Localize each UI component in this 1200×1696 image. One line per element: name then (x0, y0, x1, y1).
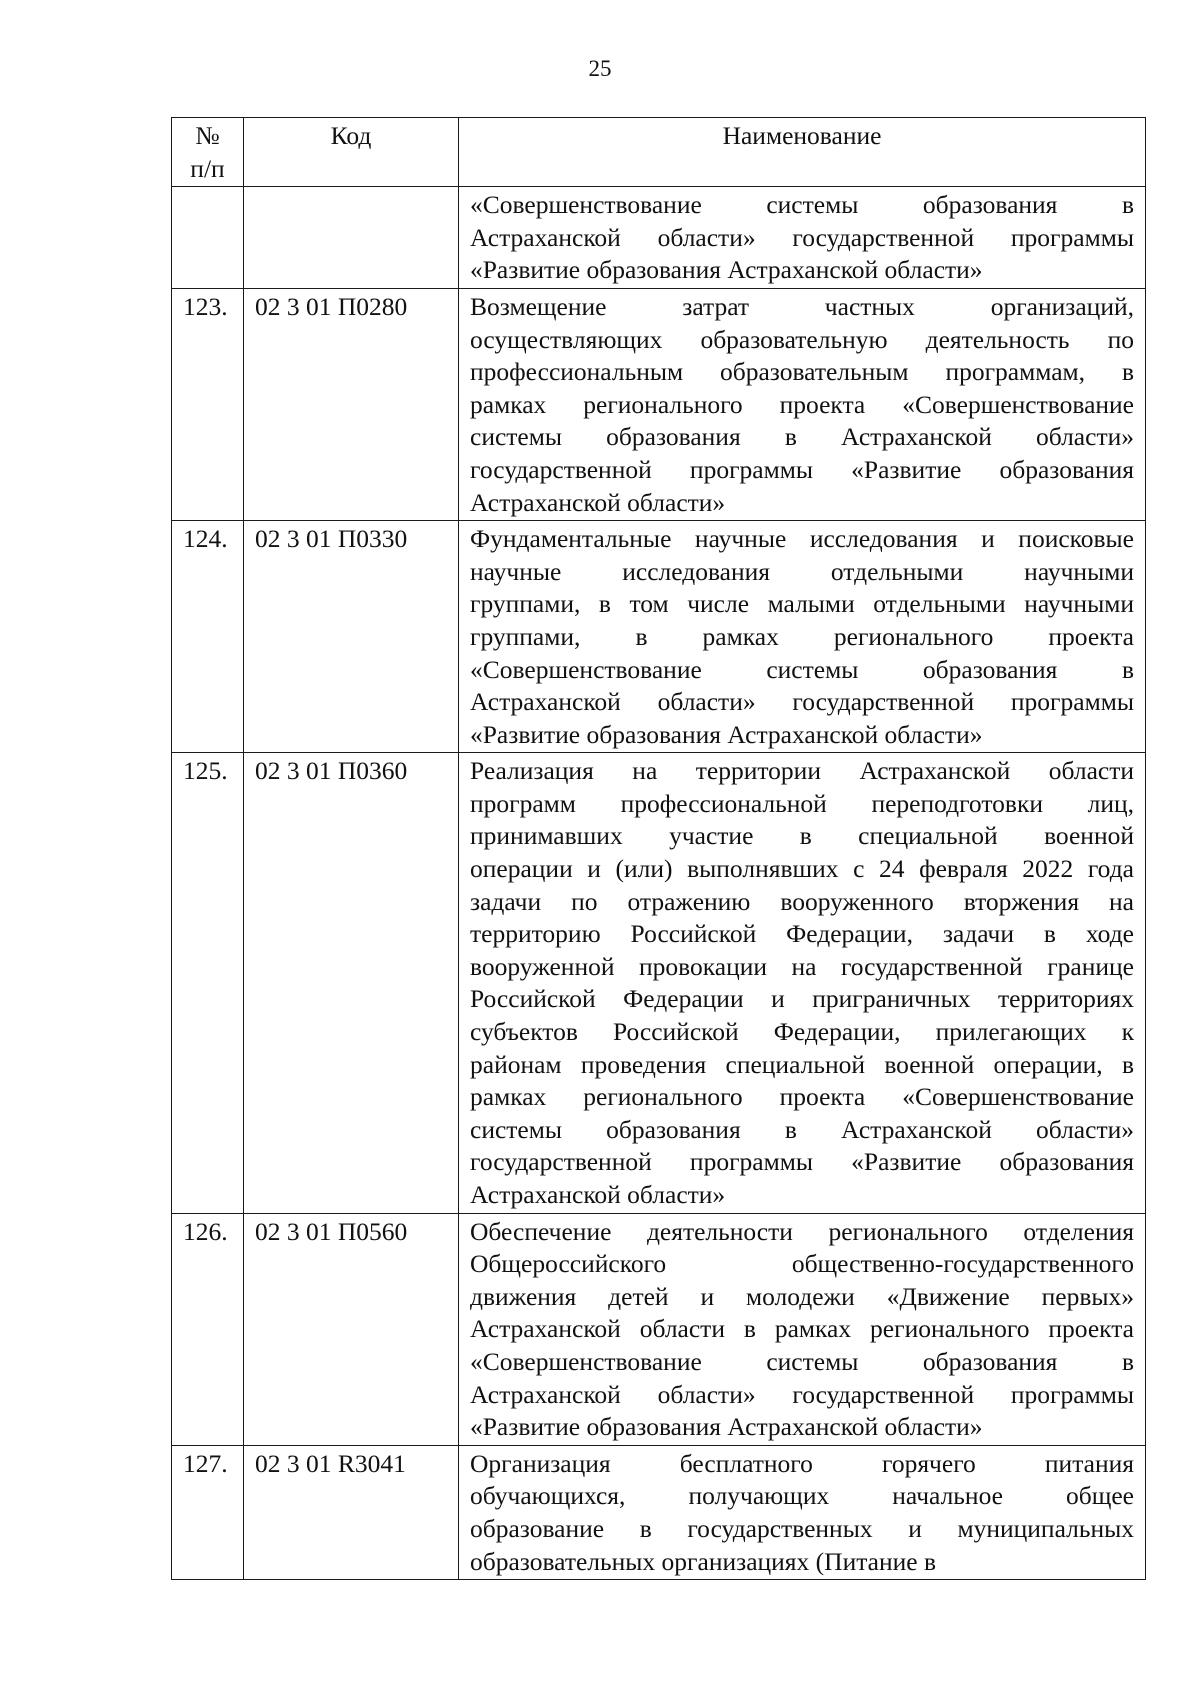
row-name-line: районам проведения специальной военной операции, в (470, 1049, 1134, 1079)
row-name-line: образовательных организациях (Питание в (470, 1546, 937, 1576)
row-name (459, 1445, 1146, 1579)
row-name-line: Астраханской области» государственной программы (470, 222, 1134, 252)
row-name-line: государственной программы «Развитие образования (470, 1147, 1134, 1177)
row-name-line: Астраханской области» (470, 1180, 726, 1209)
row-name-line: «Развитие образования Астраханской области» (470, 255, 983, 285)
header-number-abbr: п/п (190, 153, 225, 183)
row-name-line: Реализация на территории Астраханской области (470, 756, 1134, 786)
row-name-line: Общероссийского общественно-государственного (470, 1249, 1134, 1279)
row-name-line: рамках регионального проекта «Совершенствование (470, 389, 1134, 419)
table-row (172, 753, 1146, 1213)
table-row (172, 187, 1146, 289)
table-row (172, 288, 1146, 520)
table-row (172, 1445, 1146, 1579)
row-name-line: рамках регионального проекта «Совершенствование (470, 1082, 1134, 1112)
row-name-line: осуществляющих образовательную деятельность по (470, 324, 1134, 354)
row-number: 126. (172, 1213, 244, 1445)
row-name-line: Астраханской области в рамках регионального проекта (470, 1314, 1134, 1344)
row-name-line: принимавших участие в специальной военной (470, 821, 1134, 851)
row-name (459, 1213, 1146, 1445)
row-name-line: Астраханской области» государственной программы (470, 687, 1134, 717)
row-code: 02 3 01 П0560 (244, 1213, 459, 1445)
row-name (459, 753, 1146, 1213)
row-code: 02 3 01 П0330 (244, 521, 459, 753)
row-code: 02 3 01 П0280 (244, 288, 459, 520)
page-number: 25 (588, 56, 612, 81)
row-name-line: образование в государственных и муниципальных (470, 1513, 1134, 1543)
row-name-line: вооруженной провокации на государственной границе (470, 951, 1134, 981)
row-name-line: территорию Российской Федерации, задачи в ходе (470, 919, 1134, 949)
row-name-line: Астраханской области» государственной программы (470, 1379, 1134, 1409)
row-name-line: системы образования в Астраханской области» (470, 422, 1134, 452)
row-number: 127. (172, 1445, 244, 1579)
row-name-line: субъектов Российской Федерации, прилегающих к (470, 1017, 1134, 1047)
row-name-line: задачи по отражению вооруженного вторжения на (470, 886, 1134, 916)
row-name-line: «Совершенствование системы образования в (470, 1346, 1134, 1376)
table-row (172, 521, 1146, 753)
row-name-line: Обеспечение деятельности регионального отделения (470, 1216, 1134, 1246)
row-number (172, 187, 244, 289)
row-code: 02 3 01 R3041 (244, 1445, 459, 1579)
row-number: 124. (172, 521, 244, 753)
row-name-line: Астраханской области» (470, 487, 726, 517)
header-number (172, 118, 244, 187)
row-name (459, 521, 1146, 753)
row-number: 125. (172, 753, 244, 1213)
row-name-line: движения детей и молодежи «Движение первых» (470, 1281, 1134, 1311)
row-name-line: системы образования в Астраханской области» (470, 1114, 1134, 1144)
row-name-line: группами, в рамках регионального проекта (470, 621, 1134, 651)
row-name-line: Организация бесплатного горячего питания (470, 1448, 1134, 1478)
classification-table (171, 117, 1146, 1580)
row-name (459, 187, 1146, 289)
header-code: Код (244, 118, 459, 187)
row-code: 02 3 01 П0360 (244, 753, 459, 1213)
row-name-line: научные исследования отдельными научными (470, 556, 1134, 586)
row-code (244, 187, 459, 289)
row-number: 123. (172, 288, 244, 520)
row-name (459, 288, 1146, 520)
header-number-sign: № (195, 121, 220, 150)
row-name-line: Фундаментальные научные исследования и поисковые (470, 524, 1134, 554)
table-body (172, 187, 1146, 1580)
table-header-row (172, 118, 1146, 187)
row-name-line: Российской Федерации и приграничных территориях (470, 984, 1134, 1014)
row-name-line: государственной программы «Развитие образования (470, 454, 1134, 484)
header-name: Наименование (459, 118, 1146, 187)
row-name-line: Возмещение затрат частных организаций, (470, 291, 1134, 321)
row-name-line: «Совершенствование системы образования в (470, 654, 1134, 684)
row-name-line: профессиональным образовательным программам, в (470, 357, 1134, 387)
row-name-line: обучающихся, получающих начальное общее (470, 1481, 1134, 1511)
row-name-line: «Развитие образования Астраханской области» (470, 719, 983, 749)
row-name-line: «Развитие образования Астраханской области» (470, 1412, 983, 1442)
row-name-line: операции и (или) выполнявших с 24 февраля 2022 года (470, 854, 1134, 884)
row-name-line: группами, в том числе малыми отдельными научными (470, 589, 1134, 619)
row-name-line: «Совершенствование системы образования в (470, 190, 1134, 220)
row-name-line: программ профессиональной переподготовки лиц, (470, 788, 1134, 818)
table-row (172, 1213, 1146, 1445)
